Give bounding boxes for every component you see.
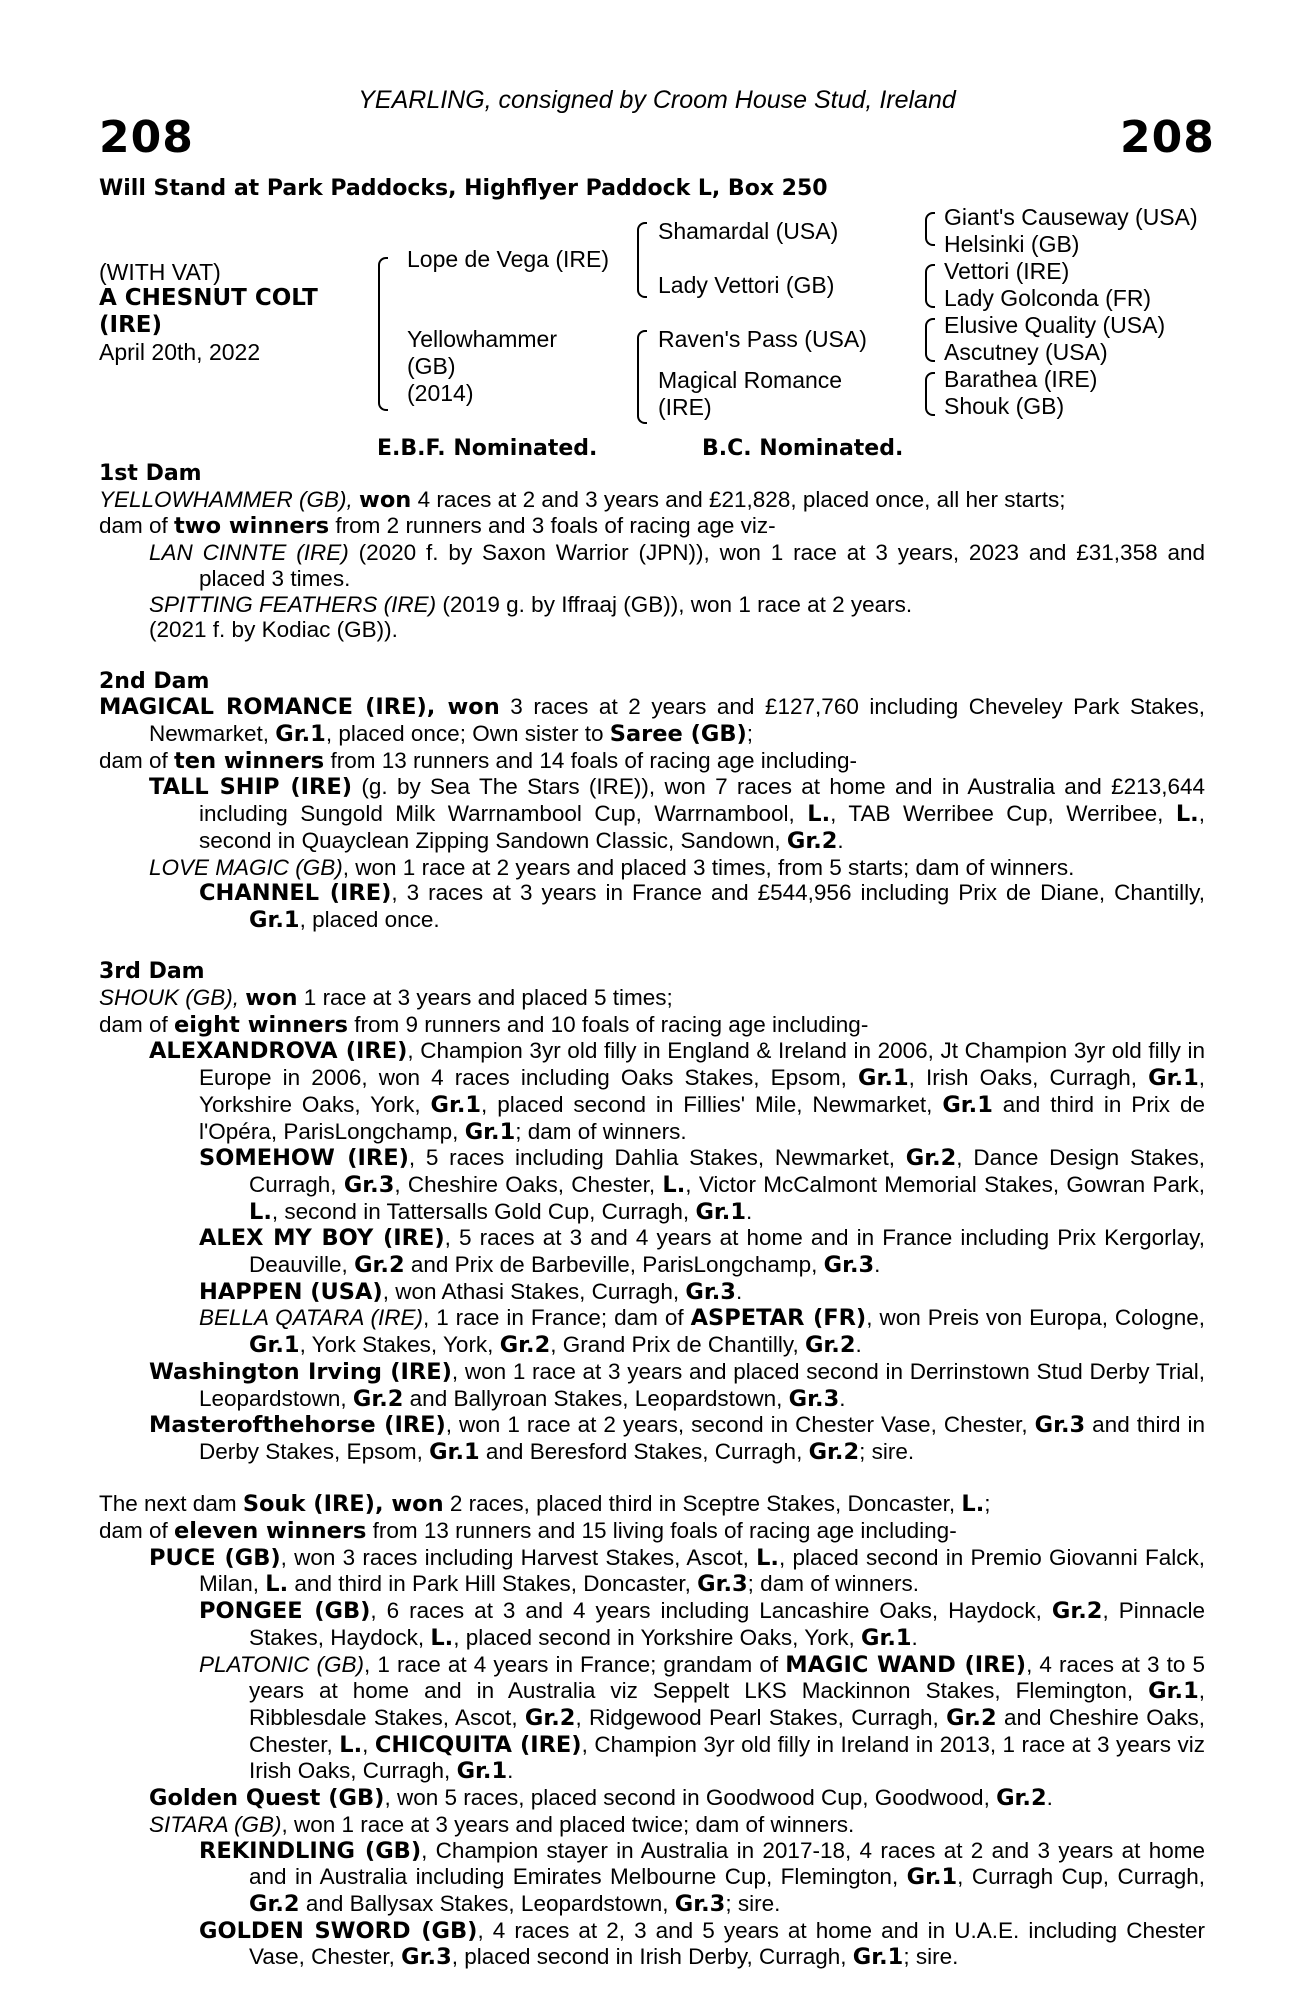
pedigree-brace-ss	[925, 212, 935, 246]
pedigree-sire: Lope de Vega (IRE)	[407, 246, 610, 272]
pedigree-dam-dam-line1: Magical Romance	[658, 367, 843, 393]
produce-washington-irving: Washington Irving (IRE), won 1 race at 3 years and placed second in Derrinstown Stud Derby Trial, Leopardstown, Gr.2 and Ballyroan Stakes, Leopardstown, Gr.3.	[149, 1358, 1205, 1412]
pedigree-sss: Giant's Causeway (USA)	[944, 204, 1198, 230]
pedigree-sdd: Lady Golconda (FR)	[944, 285, 1152, 311]
produce-alex-my-boy: ALEX MY BOY (IRE), 5 races at 3 and 4 years at home and in France including Prix Kergorlay, Deauville, Gr.2 and Prix de Barbeville, ParisLongchamp, Gr.3.	[199, 1225, 1205, 1279]
lot-number-right: 208	[1120, 112, 1215, 163]
pedigree-sds: Vettori (IRE)	[944, 258, 1070, 284]
produce-happen: HAPPEN (USA), won Athasi Stakes, Curragh, Gr.3.	[199, 1278, 743, 1305]
next-dam-line: The next dam Souk (IRE), won 2 races, placed third in Sceptre Stakes, Doncaster, L.;	[99, 1491, 991, 1518]
stand-location: Will Stand at Park Paddocks, Highflyer Paddock L, Box 250	[99, 176, 828, 201]
consignment-line: YEARLING, consigned by Croom House Stud, Ireland	[358, 86, 956, 114]
horse-name: A CHESNUT COLT	[99, 285, 318, 311]
next-dam-summary: dam of eleven winners from 13 runners and 15 living foals of racing age including-	[99, 1518, 957, 1545]
produce-pongee: PONGEE (GB), 6 races at 3 and 4 years including Lancashire Oaks, Haydock, Gr.2, Pinnacle Stakes, Haydock, L., placed second in Yorkshire Oaks, York, Gr.1.	[199, 1598, 1206, 1651]
pedigree-dsd: Ascutney (USA)	[944, 339, 1108, 365]
pedigree-brace-main	[378, 257, 388, 411]
pedigree-dss: Elusive Quality (USA)	[944, 312, 1166, 338]
pedigree-dam-line3: (2014)	[407, 380, 474, 406]
pedigree-dam-sire: Raven's Pass (USA)	[658, 326, 867, 352]
produce-masterofthehorse: Masterofthehorse (IRE), won 1 race at 2 years, second in Chester Vase, Chester, Gr.3 and third in Derby Stakes, Epsom, Gr.1 and Beresford Stakes, Curragh, Gr.2; sire.	[149, 1412, 1205, 1465]
produce-love-magic: LOVE MAGIC (GB), won 1 race at 2 years and placed 3 times, from 5 starts; dam of winners.	[149, 854, 1075, 880]
pedigree-brace-sd	[925, 264, 935, 308]
pedigree-ddd: Shouk (GB)	[944, 393, 1065, 419]
first-dam-summary: dam of two winners from 2 runners and 3 foals of racing age viz-	[99, 513, 776, 540]
pedigree-dam-line1: Yellowhammer	[407, 326, 557, 352]
ebf-nomination: E.B.F. Nominated.	[377, 436, 598, 461]
pedigree-brace-dd	[925, 372, 935, 416]
third-dam-summary: dam of eight winners from 9 runners and 10 foals of racing age including-	[99, 1011, 869, 1038]
produce-channel: CHANNEL (IRE), 3 races at 3 years in France and £544,956 including Prix de Diane, Chantilly, Gr.1, placed once.	[199, 880, 1205, 933]
pedigree-brace-ds	[925, 318, 935, 362]
second-dam-summary: dam of ten winners from 13 runners and 14 foals of racing age including-	[99, 747, 858, 774]
produce-platonic: PLATONIC (GB), 1 race at 4 years in France; grandam of MAGIC WAND (IRE), 4 races at 3 to 5 years at home and in Australia viz Seppelt LKS Mackinnon Stakes, Flemington, Gr.1, Ribblesdale Stakes, Ascot, Gr.2, Ridgewood Pearl Stakes, Curragh, Gr.2 and Cheshire Oaks, Chester, L., CHICQUITA (IRE), Champion 3yr old filly in Ireland in 2013, 1 race at 3 years viz Irish Oaks, Curragh, Gr.1.	[199, 1651, 1205, 1785]
pedigree-sire-dam: Lady Vettori (GB)	[658, 272, 835, 298]
produce-rekindling: REKINDLING (GB), Champion stayer in Australia in 2017-18, 4 races at 2 and 3 years at home and in Australia including Emirates Melbourne Cup, Flemington, Gr.1, Curragh Cup, Curragh, Gr.2 and Ballysax Stakes, Leopardstown, Gr.3; sire.	[199, 1837, 1206, 1917]
pedigree-sire-sire: Shamardal (USA)	[658, 218, 839, 244]
produce-alexandrova: ALEXANDROVA (IRE), Champion 3yr old filly in England & Ireland in 2006, Jt Champion 3yr old filly in Europe in 2006, won 4 races including Oaks Stakes, Epsom, Gr.1, Irish Oaks, Curragh, Gr.1, Yorkshire Oaks, York, Gr.1, placed second in Fillies' Mile, Newmarket, Gr.1 and third in Prix de l'Opéra, ParisLongchamp, Gr.1; dam of winners.	[149, 1038, 1205, 1145]
third-dam-line: SHOUK (GB), won 1 race at 3 years and placed 5 times;	[99, 985, 673, 1012]
produce-sitara: SITARA (GB), won 1 race at 3 years and placed twice; dam of winners.	[149, 1811, 855, 1837]
pedigree-dam-line2: (GB)	[407, 353, 456, 379]
first-dam-line: YELLOWHAMMER (GB), won 4 races at 2 and 3 years and £21,828, placed once, all her starts;	[99, 486, 1066, 513]
bc-nomination: B.C. Nominated.	[702, 436, 904, 461]
pedigree-brace-dam	[637, 330, 647, 424]
lot-number-left: 208	[99, 112, 194, 163]
produce-puce: PUCE (GB), won 3 races including Harvest Stakes, Ascot, L., placed second in Premio Giovanni Falck, Milan, L. and third in Park Hill Stakes, Doncaster, Gr.3; dam of winners.	[149, 1544, 1205, 1598]
pedigree-dam-dam-line2: (IRE)	[658, 394, 712, 420]
produce-lan-cinnte: LAN CINNTE (IRE) (2020 f. by Saxon Warrior (JPN)), won 1 race at 3 years, 2023 and £31,358 and placed 3 times.	[149, 540, 1206, 591]
produce-2021-filly: (2021 f. by Kodiac (GB)).	[149, 617, 398, 643]
produce-somehow: SOMEHOW (IRE), 5 races including Dahlia Stakes, Newmarket, Gr.2, Dance Design Stakes, Curragh, Gr.3, Cheshire Oaks, Chester, L., Victor McCalmont Memorial Stakes, Gowran Park, L., second in Tattersalls Gold Cup, Curragh, Gr.1.	[199, 1145, 1205, 1225]
pedigree-brace-sire	[637, 222, 647, 298]
horse-origin: (IRE)	[99, 312, 163, 338]
second-dam-heading: 2nd Dam	[99, 668, 210, 694]
produce-golden-sword: GOLDEN SWORD (GB), 4 races at 2, 3 and 5 years at home and in U.A.E. including Chester Vase, Chester, Gr.3, placed second in Irish Derby, Curragh, Gr.1; sire.	[199, 1917, 1205, 1971]
produce-record	[99, 461, 1205, 1971]
pedigree-ssd: Helsinki (GB)	[944, 231, 1080, 257]
produce-bella-qatara: BELLA QATARA (IRE), 1 race in France; dam of ASPETAR (FR), won Preis von Europa, Cologne, Gr.1, York Stakes, York, Gr.2, Grand Prix de Chantilly, Gr.2.	[199, 1305, 1205, 1359]
foaling-date: April 20th, 2022	[99, 339, 261, 365]
vat-note: (WITH VAT)	[99, 259, 221, 285]
pedigree-dds: Barathea (IRE)	[944, 366, 1098, 392]
produce-tall-ship: TALL SHIP (IRE) (g. by Sea The Stars (IRE)), won 7 races at home and in Australia and £213,644 including Sungold Milk Warrnambool Cup, Warrnambool, L., TAB Werribee Cup, Werribee, L., second in Quayclean Zipping Sandown Classic, Sandown, Gr.2.	[149, 774, 1205, 854]
third-dam-heading: 3rd Dam	[99, 959, 205, 985]
produce-golden-quest: Golden Quest (GB), won 5 races, placed second in Goodwood Cup, Goodwood, Gr.2.	[149, 1785, 1053, 1812]
first-dam-heading: 1st Dam	[99, 461, 202, 486]
second-dam-line: MAGICAL ROMANCE (IRE), won 3 races at 2 years and £127,760 including Cheveley Park Stakes, Newmarket, Gr.1, placed once; Own sister to Saree (GB);	[99, 694, 1205, 748]
produce-spitting-feathers: SPITTING FEATHERS (IRE) (2019 g. by Iffraaj (GB)), won 1 race at 2 years.	[149, 591, 913, 617]
